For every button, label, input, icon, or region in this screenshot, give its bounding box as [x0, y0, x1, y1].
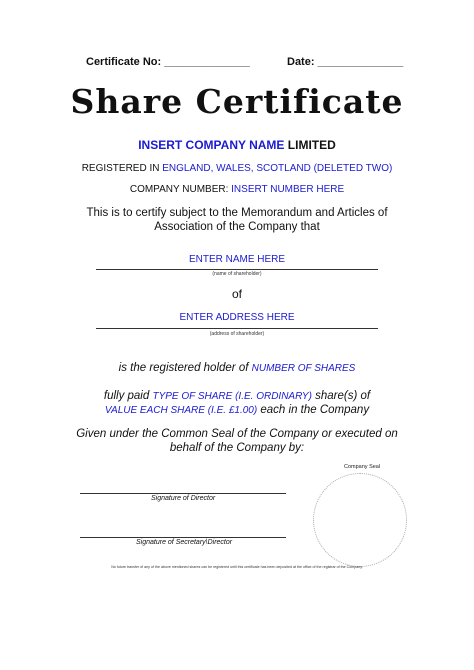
seal-statement-line1: Given under the Common Seal of the Company or executed on — [76, 428, 398, 440]
number-of-shares-placeholder: NUMBER OF SHARES — [251, 363, 356, 374]
secretary-signature-caption: Signature of Secretary\Director — [136, 539, 233, 546]
registered-line — [0, 163, 474, 174]
shareholder-address-placeholder: ENTER ADDRESS HERE — [179, 312, 295, 323]
certificate-number-field — [86, 56, 250, 68]
registered-prefix: REGISTERED IN — [81, 163, 160, 174]
date-field — [287, 56, 403, 68]
each-in-company-text: each in the Company — [260, 404, 370, 416]
company-suffix: LIMITED — [287, 138, 336, 152]
certify-text-line1: This is to certify subject to the Memorandum and Articles of — [86, 207, 388, 219]
value-each-share-placeholder: VALUE EACH SHARE (I.E. £1.00) — [104, 405, 258, 416]
company-number-value: INSERT NUMBER HERE — [231, 184, 345, 195]
date-blank: ______________ — [317, 56, 404, 68]
director-signature-line — [80, 493, 286, 494]
company-name-placeholder: INSERT COMPANY NAME — [138, 138, 285, 152]
footer-note: No future transfer of any of the above mentioned shares can be registered until this certificate has been deposited at the office of the registrar of the Company. — [111, 565, 363, 569]
director-signature-caption: Signature of Director — [151, 495, 216, 502]
certificate-number-blank: ______________ — [164, 56, 250, 68]
company-seal-label: Company Seal — [344, 464, 381, 470]
seal-statement-line2: behalf of the Company by: — [169, 442, 305, 454]
shareholder-address-line — [96, 328, 378, 329]
share-type-placeholder: TYPE OF SHARE (I.E. ORDINARY) — [152, 391, 312, 402]
holding-prefix: is the registered holder of — [118, 362, 249, 374]
certify-text-line2: Association of the Company that — [154, 221, 320, 233]
shareholder-name-caption: (name of shareholder) — [212, 271, 262, 277]
holding-line — [0, 362, 474, 374]
shareholder-address-caption: (address of shareholder) — [209, 331, 265, 337]
company-number-line — [0, 184, 474, 195]
company-name-line — [0, 138, 474, 152]
of-word: of — [231, 287, 242, 301]
company-seal-circle — [313, 473, 407, 567]
certificate-number-label: Certificate No: — [86, 56, 162, 68]
fully-paid-text: fully paid — [103, 390, 150, 402]
certificate-title: Share Certificate — [70, 82, 404, 121]
shareholder-name-line — [96, 269, 378, 270]
date-label: Date: — [287, 56, 315, 68]
secretary-signature-line — [80, 537, 286, 538]
registered-value: ENGLAND, WALES, SCOTLAND (DELETED TWO) — [162, 163, 393, 174]
fully-paid-line — [0, 390, 474, 402]
shareholder-name-placeholder: ENTER NAME HERE — [188, 254, 286, 265]
value-line — [0, 404, 474, 416]
company-number-label: COMPANY NUMBER: — [129, 184, 229, 195]
shares-of-text: share(s) of — [315, 390, 371, 402]
